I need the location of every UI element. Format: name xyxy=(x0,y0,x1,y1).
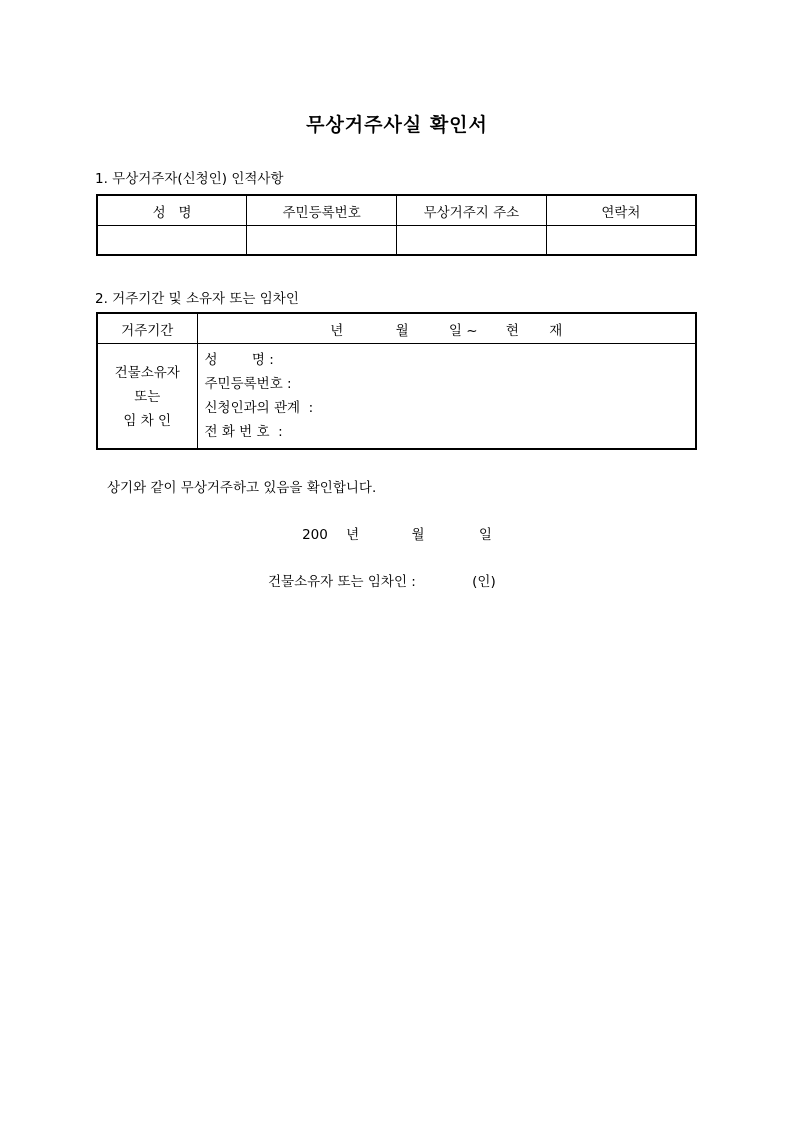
applicant-info-table xyxy=(96,194,697,256)
period-now-2: 재 xyxy=(549,322,563,339)
period-year: 년 xyxy=(330,322,344,339)
date-line xyxy=(0,523,794,543)
owner-label-line1: 건물소유자 xyxy=(114,365,180,381)
owner-label-line2: 또는 xyxy=(134,389,161,405)
period-month: 월 xyxy=(395,322,409,339)
owner-field-relation: 신청인과의 관계 : xyxy=(204,400,314,416)
page-title: 무상거주사실 확인서 xyxy=(306,114,488,136)
period-label: 거주기간 xyxy=(97,313,197,344)
col-header-name: 성 명 xyxy=(97,195,247,226)
col-header-contact: 연락처 xyxy=(546,195,696,226)
col-header-address: 무상거주지 주소 xyxy=(397,195,547,226)
signature-label: 건물소유자 또는 임차인 : xyxy=(268,574,416,590)
seal-mark[interactable]: (인) xyxy=(472,574,496,590)
owner-field-phone: 전 화 번 호 : xyxy=(204,424,283,440)
cell-resident-number[interactable] xyxy=(247,226,397,256)
cell-name[interactable] xyxy=(97,226,247,256)
date-month: 월 xyxy=(411,527,425,543)
owner-field-resident-number: 주민등록번호 : xyxy=(204,376,292,392)
confirmation-text: 상기와 같이 무상거주하고 있음을 확인합니다. xyxy=(107,480,377,496)
col-header-resident-number: 주민등록번호 xyxy=(247,195,397,226)
cell-address[interactable] xyxy=(397,226,547,256)
section2-heading: 2. 거주기간 및 소유자 또는 임차인 xyxy=(95,291,299,307)
date-year: 년 xyxy=(346,527,360,543)
period-now-1: 현 xyxy=(505,322,519,339)
cell-contact[interactable] xyxy=(546,226,696,256)
period-value[interactable] xyxy=(197,313,696,344)
owner-fields[interactable] xyxy=(197,344,696,450)
date-year-prefix: 200 xyxy=(302,527,328,543)
date-day: 일 xyxy=(478,527,492,543)
residence-period-table xyxy=(96,312,697,450)
period-day: 일 ~ xyxy=(448,322,478,339)
signature-line xyxy=(268,570,496,590)
owner-label xyxy=(97,344,197,450)
section1-heading: 1. 무상거주자(신청인) 인적사항 xyxy=(95,171,284,187)
owner-label-line3: 임 차 인 xyxy=(123,413,172,429)
owner-field-name: 성 명 : xyxy=(204,352,274,368)
